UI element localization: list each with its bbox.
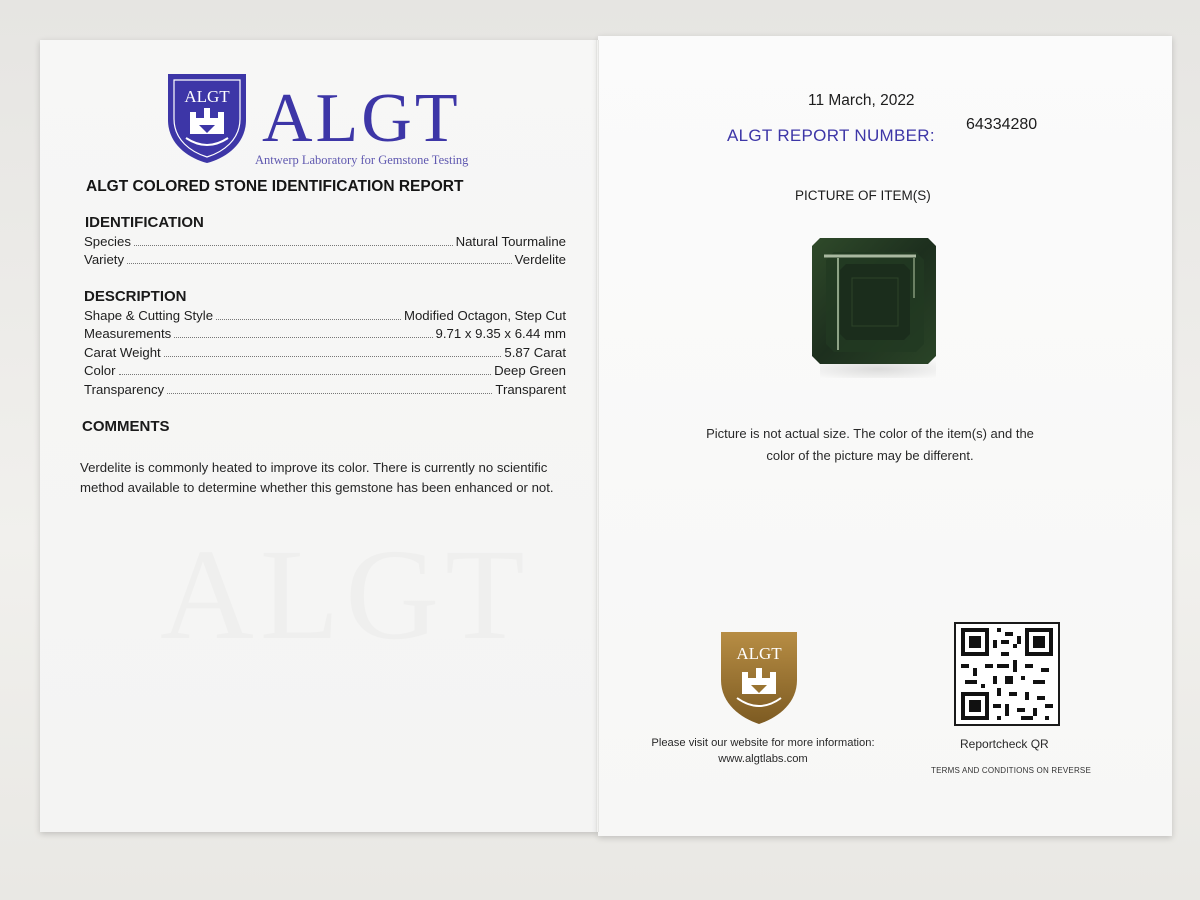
row-value: Modified Octagon, Step Cut	[403, 308, 566, 323]
dot-leader	[134, 235, 453, 246]
svg-text:ALGT: ALGT	[184, 87, 230, 106]
dot-leader	[127, 253, 512, 264]
comments-heading: COMMENTS	[82, 418, 170, 435]
row-shape	[84, 308, 566, 326]
logo-subtitle: Antwerp Laboratory for Gemstone Testing	[255, 153, 469, 167]
row-carat-weight	[84, 345, 566, 363]
watermark-logo: ALGT	[160, 523, 531, 667]
website-info	[630, 735, 896, 767]
dot-leader	[164, 346, 502, 357]
row-label: Color	[84, 363, 116, 378]
picture-disclaimer: Picture is not actual size. The color of the item(s) and the color of the picture may be different.	[706, 426, 1034, 463]
gemstone-image	[812, 238, 936, 364]
row-value: 9.71 x 9.35 x 6.44 mm	[435, 326, 566, 341]
row-value: 5.87 Carat	[504, 345, 566, 360]
dot-leader	[216, 309, 401, 320]
reportcheck-qr-code	[954, 622, 1060, 726]
row-measurements	[84, 326, 566, 344]
row-color	[84, 363, 566, 381]
svg-text:ALGT: ALGT	[736, 644, 782, 663]
algt-gold-shield-icon	[719, 630, 799, 726]
qr-label: Reportcheck QR	[960, 737, 1049, 751]
picture-label: PICTURE OF ITEM(S)	[795, 188, 931, 203]
row-label: Variety	[84, 252, 125, 267]
description-heading: DESCRIPTION	[84, 288, 187, 305]
report-number: 64334280	[966, 116, 1038, 133]
dot-leader	[167, 383, 492, 394]
row-value: Deep Green	[494, 363, 566, 378]
identification-heading: IDENTIFICATION	[85, 214, 204, 231]
row-label: Shape & Cutting Style	[84, 308, 214, 323]
row-transparency	[84, 382, 566, 400]
row-value: Natural Tourmaline	[455, 234, 566, 249]
row-label: Transparency	[84, 382, 165, 397]
visit-text: Please visit our website for more information:	[651, 737, 875, 749]
page-fold	[596, 40, 599, 832]
row-label: Measurements	[84, 326, 172, 341]
row-label: Carat Weight	[84, 345, 161, 360]
row-value: Transparent	[495, 382, 566, 397]
row-variety	[84, 252, 566, 270]
row-label: Species	[84, 234, 131, 249]
row-value: Verdelite	[514, 252, 566, 267]
logo-wordmark: ALGT	[262, 80, 461, 157]
report-number-label: ALGT REPORT NUMBER:	[727, 126, 935, 145]
algt-shield-logo-icon	[166, 72, 248, 164]
dot-leader	[119, 364, 492, 375]
row-species	[84, 234, 566, 252]
report-title: ALGT COLORED STONE IDENTIFICATION REPORT	[86, 178, 464, 195]
comments-text: Verdelite is commonly heated to improve its color. There is currently no scientific method available to determine whether this gemstone has been enhanced or not.	[80, 460, 554, 495]
terms-notice: TERMS AND CONDITIONS ON REVERSE	[931, 766, 1091, 775]
qr-code-icon	[956, 624, 1058, 724]
report-date: 11 March, 2022	[808, 92, 915, 109]
website-link: www.algtlabs.com	[718, 753, 808, 765]
dot-leader	[174, 327, 432, 338]
